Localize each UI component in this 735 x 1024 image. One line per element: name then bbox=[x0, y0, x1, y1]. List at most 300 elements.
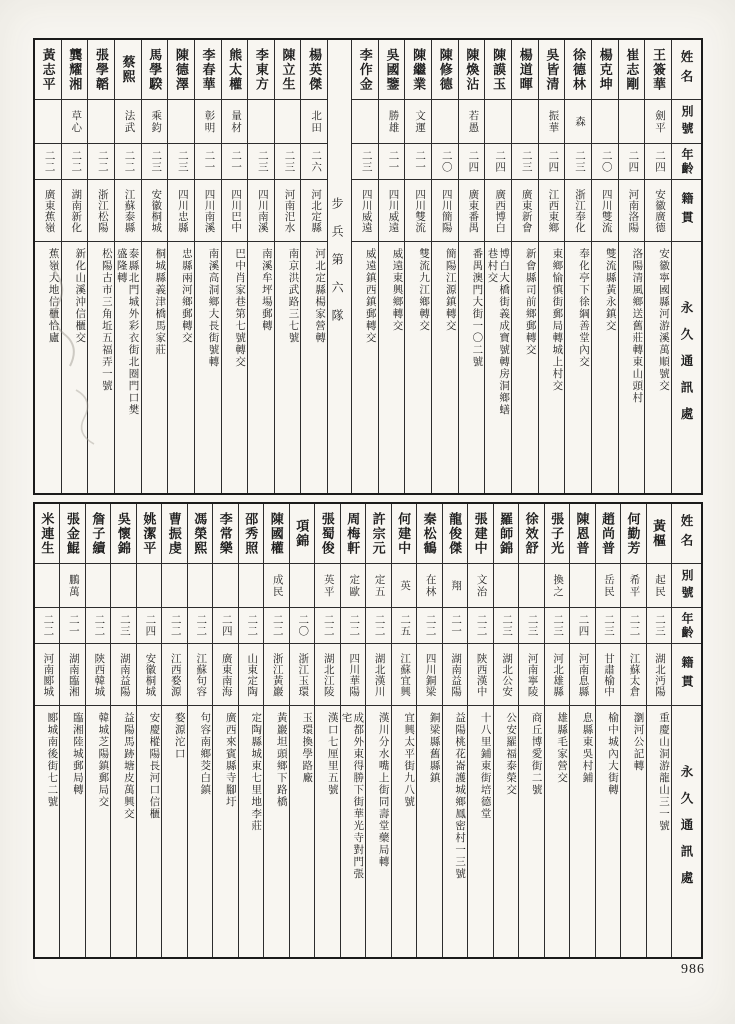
entry-alias: 法武 bbox=[115, 100, 141, 144]
entry-name: 黃志平 bbox=[35, 40, 61, 100]
directory-entry-column bbox=[644, 40, 671, 493]
directory-entry-column bbox=[591, 40, 618, 493]
entry-origin: 湖南新化 bbox=[62, 180, 88, 242]
entry-origin: 湖北公安 bbox=[494, 644, 518, 706]
section-label-column: 步兵第六隊 bbox=[327, 40, 351, 493]
entry-name: 徐效舒 bbox=[519, 504, 543, 564]
directory-entry-column bbox=[340, 504, 365, 957]
entry-origin: 浙江松陽 bbox=[88, 180, 114, 242]
entry-age: 二一 bbox=[222, 144, 248, 180]
entry-name: 羅師錦 bbox=[494, 504, 518, 564]
directory-entry-column bbox=[391, 504, 416, 957]
entry-address: 蕉嶺大地信櫃恰廬 bbox=[47, 248, 59, 344]
entry-address: 息縣東吳村鋪 bbox=[581, 712, 593, 784]
directory-entry-column bbox=[378, 40, 405, 493]
header-alias: 別號 bbox=[672, 100, 701, 144]
header-alias: 別號 bbox=[672, 564, 701, 608]
entry-name: 何勤芳 bbox=[621, 504, 645, 564]
directory-entry-column bbox=[458, 40, 485, 493]
entry-age: 二五 bbox=[392, 608, 416, 644]
entry-alias: 北田 bbox=[301, 100, 327, 144]
entry-alias bbox=[570, 564, 594, 608]
entry-name: 陳煥沾 bbox=[459, 40, 485, 100]
entry-alias bbox=[290, 564, 314, 608]
entry-origin: 河北雄縣 bbox=[545, 644, 569, 706]
entry-name: 龍俊傑 bbox=[443, 504, 467, 564]
entry-age: 二〇 bbox=[592, 144, 618, 180]
entry-origin: 江蘇太倉 bbox=[621, 644, 645, 706]
entry-age: 二四 bbox=[137, 608, 161, 644]
header-name: 姓名 bbox=[672, 40, 701, 100]
entry-age: 二四 bbox=[619, 144, 645, 180]
entry-origin: 江蘇泰縣 bbox=[115, 180, 141, 242]
entry-age: 二一 bbox=[405, 144, 431, 180]
entry-age: 二二 bbox=[264, 608, 288, 644]
entry-age: 二三 bbox=[647, 608, 671, 644]
entry-name: 周梅軒 bbox=[341, 504, 365, 564]
entry-age: 二〇 bbox=[432, 144, 458, 180]
column-headers-lower bbox=[671, 504, 701, 957]
directory-table-lower bbox=[33, 502, 703, 959]
entry-name: 張蜀俊 bbox=[315, 504, 339, 564]
entry-address: 益陽桃花崙護城鄉鳳密村一三號 bbox=[454, 712, 466, 880]
entry-name: 米連生 bbox=[35, 504, 59, 564]
entry-age: 二二 bbox=[315, 608, 339, 644]
entry-origin: 山東定陶 bbox=[239, 644, 263, 706]
entry-alias bbox=[248, 100, 274, 144]
directory-entry-column bbox=[431, 40, 458, 493]
entry-alias: 草心 bbox=[62, 100, 88, 144]
entry-name: 項錦 bbox=[290, 504, 314, 564]
entry-origin: 河南郾城 bbox=[35, 644, 59, 706]
directory-entry-column bbox=[274, 40, 301, 493]
entry-age: 二二 bbox=[86, 608, 110, 644]
directory-entry-column bbox=[511, 40, 538, 493]
entry-alias bbox=[86, 564, 110, 608]
entry-address: 南京洪武路三七號 bbox=[287, 248, 299, 344]
entry-alias bbox=[137, 564, 161, 608]
entry-name: 陳謨玉 bbox=[485, 40, 511, 100]
entry-age: 二二 bbox=[366, 608, 390, 644]
entry-origin: 江西東鄉 bbox=[539, 180, 565, 242]
entry-name: 吳懷錦 bbox=[111, 504, 135, 564]
directory-entry-column bbox=[167, 40, 194, 493]
entry-age: 二二 bbox=[162, 608, 186, 644]
entry-name: 陳德澤 bbox=[168, 40, 194, 100]
directory-entry-column bbox=[289, 504, 314, 957]
entry-origin: 廣西博白 bbox=[485, 180, 511, 242]
entry-name: 張金鯤 bbox=[60, 504, 84, 564]
directory-entry-column bbox=[212, 504, 237, 957]
entry-address: 桐城縣義津橋馬家莊 bbox=[154, 248, 166, 356]
entry-age: 二二 bbox=[88, 144, 114, 180]
entry-alias: 乘鈞 bbox=[142, 100, 168, 144]
entry-name: 趙尚普 bbox=[596, 504, 620, 564]
entry-alias bbox=[275, 100, 301, 144]
entry-name: 姚潔平 bbox=[137, 504, 161, 564]
entry-origin: 河南洛陽 bbox=[619, 180, 645, 242]
entry-name: 何建中 bbox=[392, 504, 416, 564]
entry-name: 黃樞 bbox=[647, 504, 671, 564]
entry-address: 宜興太平街九八號 bbox=[403, 712, 415, 808]
header-address: 永久通訊處 bbox=[679, 765, 693, 898]
entry-origin: 浙江玉環 bbox=[290, 644, 314, 706]
entry-alias: 岳民 bbox=[596, 564, 620, 608]
entry-origin: 湖南益陽 bbox=[443, 644, 467, 706]
entry-name: 陳修德 bbox=[432, 40, 458, 100]
entry-name: 曹振虔 bbox=[162, 504, 186, 564]
entry-address: 泰縣北門城外彩衣街北圈門口樊盛隆轉 bbox=[115, 248, 139, 416]
entry-origin: 浙江奉化 bbox=[565, 180, 591, 242]
entry-name: 張學韜 bbox=[88, 40, 114, 100]
entry-age: 二二 bbox=[468, 608, 492, 644]
entry-age: 二二 bbox=[188, 608, 212, 644]
entry-address: 成都外東得勝下街華光寺對門張宅 bbox=[340, 712, 364, 880]
entry-age: 二三 bbox=[545, 608, 569, 644]
entry-origin: 河南汜水 bbox=[275, 180, 301, 242]
entry-address: 東鄉愉慎街郵局轉城上村交 bbox=[551, 248, 563, 392]
entry-address: 黃巖坦頭鄉下路橋 bbox=[275, 712, 287, 808]
tables-area bbox=[33, 38, 703, 959]
entry-name: 李東方 bbox=[248, 40, 274, 100]
directory-entry-column bbox=[618, 40, 645, 493]
entry-alias bbox=[35, 564, 59, 608]
entry-alias bbox=[592, 100, 618, 144]
entry-origin: 安徽桐城 bbox=[137, 644, 161, 706]
entry-age: 二〇 bbox=[290, 608, 314, 644]
entry-origin: 湖南益陽 bbox=[111, 644, 135, 706]
entry-age: 二一 bbox=[60, 608, 84, 644]
entry-age: 二四 bbox=[459, 144, 485, 180]
entry-alias: 森 bbox=[565, 100, 591, 144]
entry-name: 吳國鑒 bbox=[379, 40, 405, 100]
entry-alias: 英平 bbox=[315, 564, 339, 608]
entry-origin: 四川簡陽 bbox=[432, 180, 458, 242]
directory-entry-column bbox=[194, 40, 221, 493]
entry-age: 二一 bbox=[379, 144, 405, 180]
directory-entry-column bbox=[442, 504, 467, 957]
entry-address: 漢川分水嘴上街同壽堂藥局轉 bbox=[377, 712, 389, 868]
entry-age: 二一 bbox=[195, 144, 221, 180]
entry-alias: 劍平 bbox=[645, 100, 671, 144]
entry-alias: 量材 bbox=[222, 100, 248, 144]
entry-alias: 文運 bbox=[405, 100, 431, 144]
entry-age: 二二 bbox=[62, 144, 88, 180]
entry-name: 馬學騤 bbox=[142, 40, 168, 100]
entry-alias bbox=[352, 100, 378, 144]
entry-origin: 甘肅榆中 bbox=[596, 644, 620, 706]
entry-alias bbox=[494, 564, 518, 608]
entry-origin: 四川南溪 bbox=[248, 180, 274, 242]
directory-entry-column bbox=[416, 504, 441, 957]
entry-origin: 河南寧陵 bbox=[519, 644, 543, 706]
directory-entry-column bbox=[35, 504, 59, 957]
entry-origin: 四川巴中 bbox=[222, 180, 248, 242]
entry-age: 二一 bbox=[443, 608, 467, 644]
header-name: 姓名 bbox=[672, 504, 701, 564]
header-origin: 籍貫 bbox=[672, 644, 701, 706]
entry-alias bbox=[619, 100, 645, 144]
entry-address: 重慶山洞游龍山三一號 bbox=[658, 712, 669, 832]
directory-entry-column bbox=[351, 40, 378, 493]
header-address: 永久通訊處 bbox=[679, 301, 693, 434]
entry-alias: 若愚 bbox=[459, 100, 485, 144]
entry-alias: 翔 bbox=[443, 564, 467, 608]
entry-name: 李作金 bbox=[352, 40, 378, 100]
entry-name: 李常樂 bbox=[213, 504, 237, 564]
entry-age: 二四 bbox=[645, 144, 671, 180]
directory-entry-column bbox=[161, 504, 186, 957]
header-age: 年齡 bbox=[672, 144, 701, 180]
entry-origin: 江蘇句容 bbox=[188, 644, 212, 706]
entry-alias bbox=[519, 564, 543, 608]
entry-address: 洛陽清風鄉送舊莊轉東山頭村 bbox=[631, 248, 643, 404]
entry-alias bbox=[239, 564, 263, 608]
entry-name: 許宗元 bbox=[366, 504, 390, 564]
entry-origin: 湖南臨湘 bbox=[60, 644, 84, 706]
entry-name: 蔡熙 bbox=[115, 40, 141, 100]
directory-entry-column bbox=[569, 504, 594, 957]
entry-alias bbox=[512, 100, 538, 144]
entry-origin: 廣東番禺 bbox=[459, 180, 485, 242]
entry-address: 十八里鋪東街培德堂 bbox=[479, 712, 491, 820]
entry-address: 臨湘陸城郵局轉 bbox=[71, 712, 83, 796]
entry-alias: 定歐 bbox=[341, 564, 365, 608]
entry-address: 新化山溪沖信櫃交 bbox=[74, 248, 86, 344]
entry-age: 二三 bbox=[111, 608, 135, 644]
directory-entry-column bbox=[221, 40, 248, 493]
entry-age: 二三 bbox=[142, 144, 168, 180]
entry-address: 松陽古市三角坵五福弄一號 bbox=[100, 248, 112, 392]
entry-origin: 廣東新會 bbox=[512, 180, 538, 242]
entry-name: 崔志剛 bbox=[619, 40, 645, 100]
entry-age: 二二 bbox=[621, 608, 645, 644]
directory-entry-column bbox=[61, 40, 88, 493]
directory-entry-column bbox=[114, 40, 141, 493]
entry-age: 二二 bbox=[35, 144, 61, 180]
entry-name: 楊英傑 bbox=[301, 40, 327, 100]
entry-address: 瀏河公記轉 bbox=[632, 712, 644, 772]
entry-origin: 江蘇宜興 bbox=[392, 644, 416, 706]
directory-entry-column bbox=[564, 40, 591, 493]
directory-entry-column bbox=[136, 504, 161, 957]
entry-address: 安徽寧國縣河游溪萬順號交 bbox=[658, 248, 669, 392]
entry-origin: 河南息縣 bbox=[570, 644, 594, 706]
entry-address: 雙流縣黃永鎮交 bbox=[604, 248, 616, 332]
entry-address: 韓城芝陽鎮郵局交 bbox=[97, 712, 109, 808]
entry-address: 雄縣毛家營交 bbox=[556, 712, 568, 784]
entry-age: 二四 bbox=[485, 144, 511, 180]
directory-entry-column bbox=[87, 40, 114, 493]
header-age: 年齡 bbox=[672, 608, 701, 644]
entry-address: 新會縣司前鄉郵轉交 bbox=[524, 248, 536, 356]
entry-address: 婺源沱口 bbox=[173, 712, 185, 760]
entry-alias: 勝雄 bbox=[379, 100, 405, 144]
entry-alias: 起民 bbox=[647, 564, 671, 608]
entry-name: 陳恩普 bbox=[570, 504, 594, 564]
entry-alias: 成民 bbox=[264, 564, 288, 608]
entry-address: 益陽馬跡塘皮萬興交 bbox=[122, 712, 134, 820]
entry-age: 二四 bbox=[539, 144, 565, 180]
entry-address: 廣西來賓縣寺腳圩 bbox=[224, 712, 236, 808]
entry-origin: 廣東南海 bbox=[213, 644, 237, 706]
entry-address: 雙流九江鄉轉交 bbox=[418, 248, 430, 332]
entry-name: 陳國權 bbox=[264, 504, 288, 564]
entry-origin: 廣東蕉嶺 bbox=[35, 180, 61, 242]
directory-entry-column bbox=[85, 504, 110, 957]
entry-age: 二四 bbox=[213, 608, 237, 644]
entry-name: 徐德林 bbox=[565, 40, 591, 100]
entry-alias bbox=[432, 100, 458, 144]
entry-age: 二四 bbox=[570, 608, 594, 644]
entry-age: 二三 bbox=[596, 608, 620, 644]
entry-alias bbox=[111, 564, 135, 608]
entry-name: 張建中 bbox=[468, 504, 492, 564]
entry-name: 熊太權 bbox=[222, 40, 248, 100]
directory-entry-column bbox=[404, 40, 431, 493]
entry-name: 詹子續 bbox=[86, 504, 110, 564]
entry-alias: 英 bbox=[392, 564, 416, 608]
entry-name: 馮榮熙 bbox=[188, 504, 212, 564]
entry-origin: 安徽廣德 bbox=[645, 180, 671, 242]
entry-address: 番禺澳門大街一〇二號 bbox=[471, 248, 483, 368]
entry-age: 二二 bbox=[417, 608, 441, 644]
directory-entry-column bbox=[365, 504, 390, 957]
entry-origin: 安徽桐城 bbox=[142, 180, 168, 242]
entry-address: 定陶縣城東七里地李莊 bbox=[250, 712, 262, 832]
entry-address: 商丘博愛街二號 bbox=[530, 712, 542, 796]
entry-address: 威遠鎮西鎮郵轉交 bbox=[364, 248, 376, 344]
entry-address: 南溪牟坪場郵轉 bbox=[260, 248, 272, 332]
entry-address: 玉環換學路廠 bbox=[301, 712, 313, 784]
entry-age: 二三 bbox=[512, 144, 538, 180]
entry-address: 漢口七厘里五號 bbox=[326, 712, 338, 796]
entry-age: 二六 bbox=[301, 144, 327, 180]
directory-entry-column bbox=[314, 504, 339, 957]
entry-origin: 四川銅梁 bbox=[417, 644, 441, 706]
entry-origin: 河北定縣 bbox=[301, 180, 327, 242]
directory-entry-column bbox=[467, 504, 492, 957]
directory-entry-column bbox=[484, 40, 511, 493]
entry-age: 二三 bbox=[248, 144, 274, 180]
entry-age: 二二 bbox=[239, 608, 263, 644]
entry-age: 二三 bbox=[494, 608, 518, 644]
entry-age: 二二 bbox=[35, 608, 59, 644]
entry-name: 龔耀湘 bbox=[62, 40, 88, 100]
entry-alias: 希平 bbox=[621, 564, 645, 608]
entry-name: 楊道暉 bbox=[512, 40, 538, 100]
entry-origin: 四川威遠 bbox=[379, 180, 405, 242]
entry-alias bbox=[35, 100, 61, 144]
directory-table-upper bbox=[33, 38, 703, 495]
entry-name: 陳立生 bbox=[275, 40, 301, 100]
entry-name: 李春華 bbox=[195, 40, 221, 100]
entry-origin: 四川華陽 bbox=[341, 644, 365, 706]
entry-alias bbox=[213, 564, 237, 608]
entry-alias bbox=[168, 100, 194, 144]
entry-origin: 陝西韓城 bbox=[86, 644, 110, 706]
entry-name: 陳繼業 bbox=[405, 40, 431, 100]
directory-entry-column bbox=[141, 40, 168, 493]
entry-age: 二三 bbox=[352, 144, 378, 180]
entry-address: 博白大橋街義成寶號轉房洞鄉蟮巷村交 bbox=[486, 248, 510, 416]
entry-age: 二二 bbox=[115, 144, 141, 180]
entry-address: 銅梁縣舊縣鎮 bbox=[428, 712, 440, 784]
directory-entry-column bbox=[493, 504, 518, 957]
entry-origin: 四川南溪 bbox=[195, 180, 221, 242]
entry-address: 河北定縣楊家營轉 bbox=[314, 248, 326, 344]
directory-entry-column bbox=[187, 504, 212, 957]
page-number: 986 bbox=[681, 962, 705, 977]
entry-origin: 湖北沔陽 bbox=[647, 644, 671, 706]
entry-address: 安慶樅陽長河口信櫃 bbox=[148, 712, 160, 820]
directory-entry-column bbox=[263, 504, 288, 957]
entry-address: 句容南鄉茭白鎮 bbox=[199, 712, 211, 796]
entry-name: 秦松鶴 bbox=[417, 504, 441, 564]
entry-age: 二三 bbox=[275, 144, 301, 180]
entry-origin: 四川雙流 bbox=[405, 180, 431, 242]
entry-alias: 彰明 bbox=[195, 100, 221, 144]
entry-alias: 在林 bbox=[417, 564, 441, 608]
entry-name: 楊克坤 bbox=[592, 40, 618, 100]
entry-address: 榆中城內大街轉 bbox=[607, 712, 619, 796]
entry-origin: 四川忠縣 bbox=[168, 180, 194, 242]
entry-origin: 浙江黃巖 bbox=[264, 644, 288, 706]
entry-origin: 陝西漢中 bbox=[468, 644, 492, 706]
entry-alias: 振華 bbox=[539, 100, 565, 144]
directory-entry-column bbox=[238, 504, 263, 957]
entry-alias bbox=[485, 100, 511, 144]
entry-origin: 湖北江陵 bbox=[315, 644, 339, 706]
entry-alias: 換之 bbox=[545, 564, 569, 608]
entry-name: 吳皆清 bbox=[539, 40, 565, 100]
entry-alias bbox=[162, 564, 186, 608]
entry-age: 二三 bbox=[565, 144, 591, 180]
directory-entry-column bbox=[59, 504, 84, 957]
directory-entry-column bbox=[544, 504, 569, 957]
entry-alias: 鵬萬 bbox=[60, 564, 84, 608]
entry-address: 郾城南後街七二號 bbox=[46, 712, 58, 808]
directory-entry-column bbox=[518, 504, 543, 957]
directory-entry-column bbox=[595, 504, 620, 957]
directory-entry-column bbox=[538, 40, 565, 493]
directory-entry-column bbox=[300, 40, 327, 493]
entry-address: 威遠東興鄉轉交 bbox=[391, 248, 403, 332]
directory-entry-column bbox=[646, 504, 671, 957]
directory-entry-column bbox=[35, 40, 61, 493]
entry-address: 忠縣兩河鄉郵轉交 bbox=[180, 248, 192, 344]
entry-alias bbox=[188, 564, 212, 608]
entry-origin: 湖北漢川 bbox=[366, 644, 390, 706]
entry-name: 張子光 bbox=[545, 504, 569, 564]
header-origin: 籍貫 bbox=[672, 180, 701, 242]
entry-address: 公安羅福泰榮交 bbox=[505, 712, 517, 796]
entry-name: 邵秀照 bbox=[239, 504, 263, 564]
entry-origin: 江西婺源 bbox=[162, 644, 186, 706]
column-headers-upper bbox=[671, 40, 701, 493]
directory-entry-column bbox=[110, 504, 135, 957]
entry-age: 二三 bbox=[519, 608, 543, 644]
entry-address: 南溪高洞鄉大長街號轉 bbox=[207, 248, 219, 368]
entry-age: 二二 bbox=[341, 608, 365, 644]
entry-alias: 定五 bbox=[366, 564, 390, 608]
entry-alias bbox=[88, 100, 114, 144]
directory-entry-column bbox=[620, 504, 645, 957]
entry-address: 奉化亭下徐綱善堂內交 bbox=[578, 248, 590, 368]
entry-origin: 四川雙流 bbox=[592, 180, 618, 242]
entry-address: 簡陽江源鎮轉交 bbox=[444, 248, 456, 332]
entry-origin: 四川威遠 bbox=[352, 180, 378, 242]
